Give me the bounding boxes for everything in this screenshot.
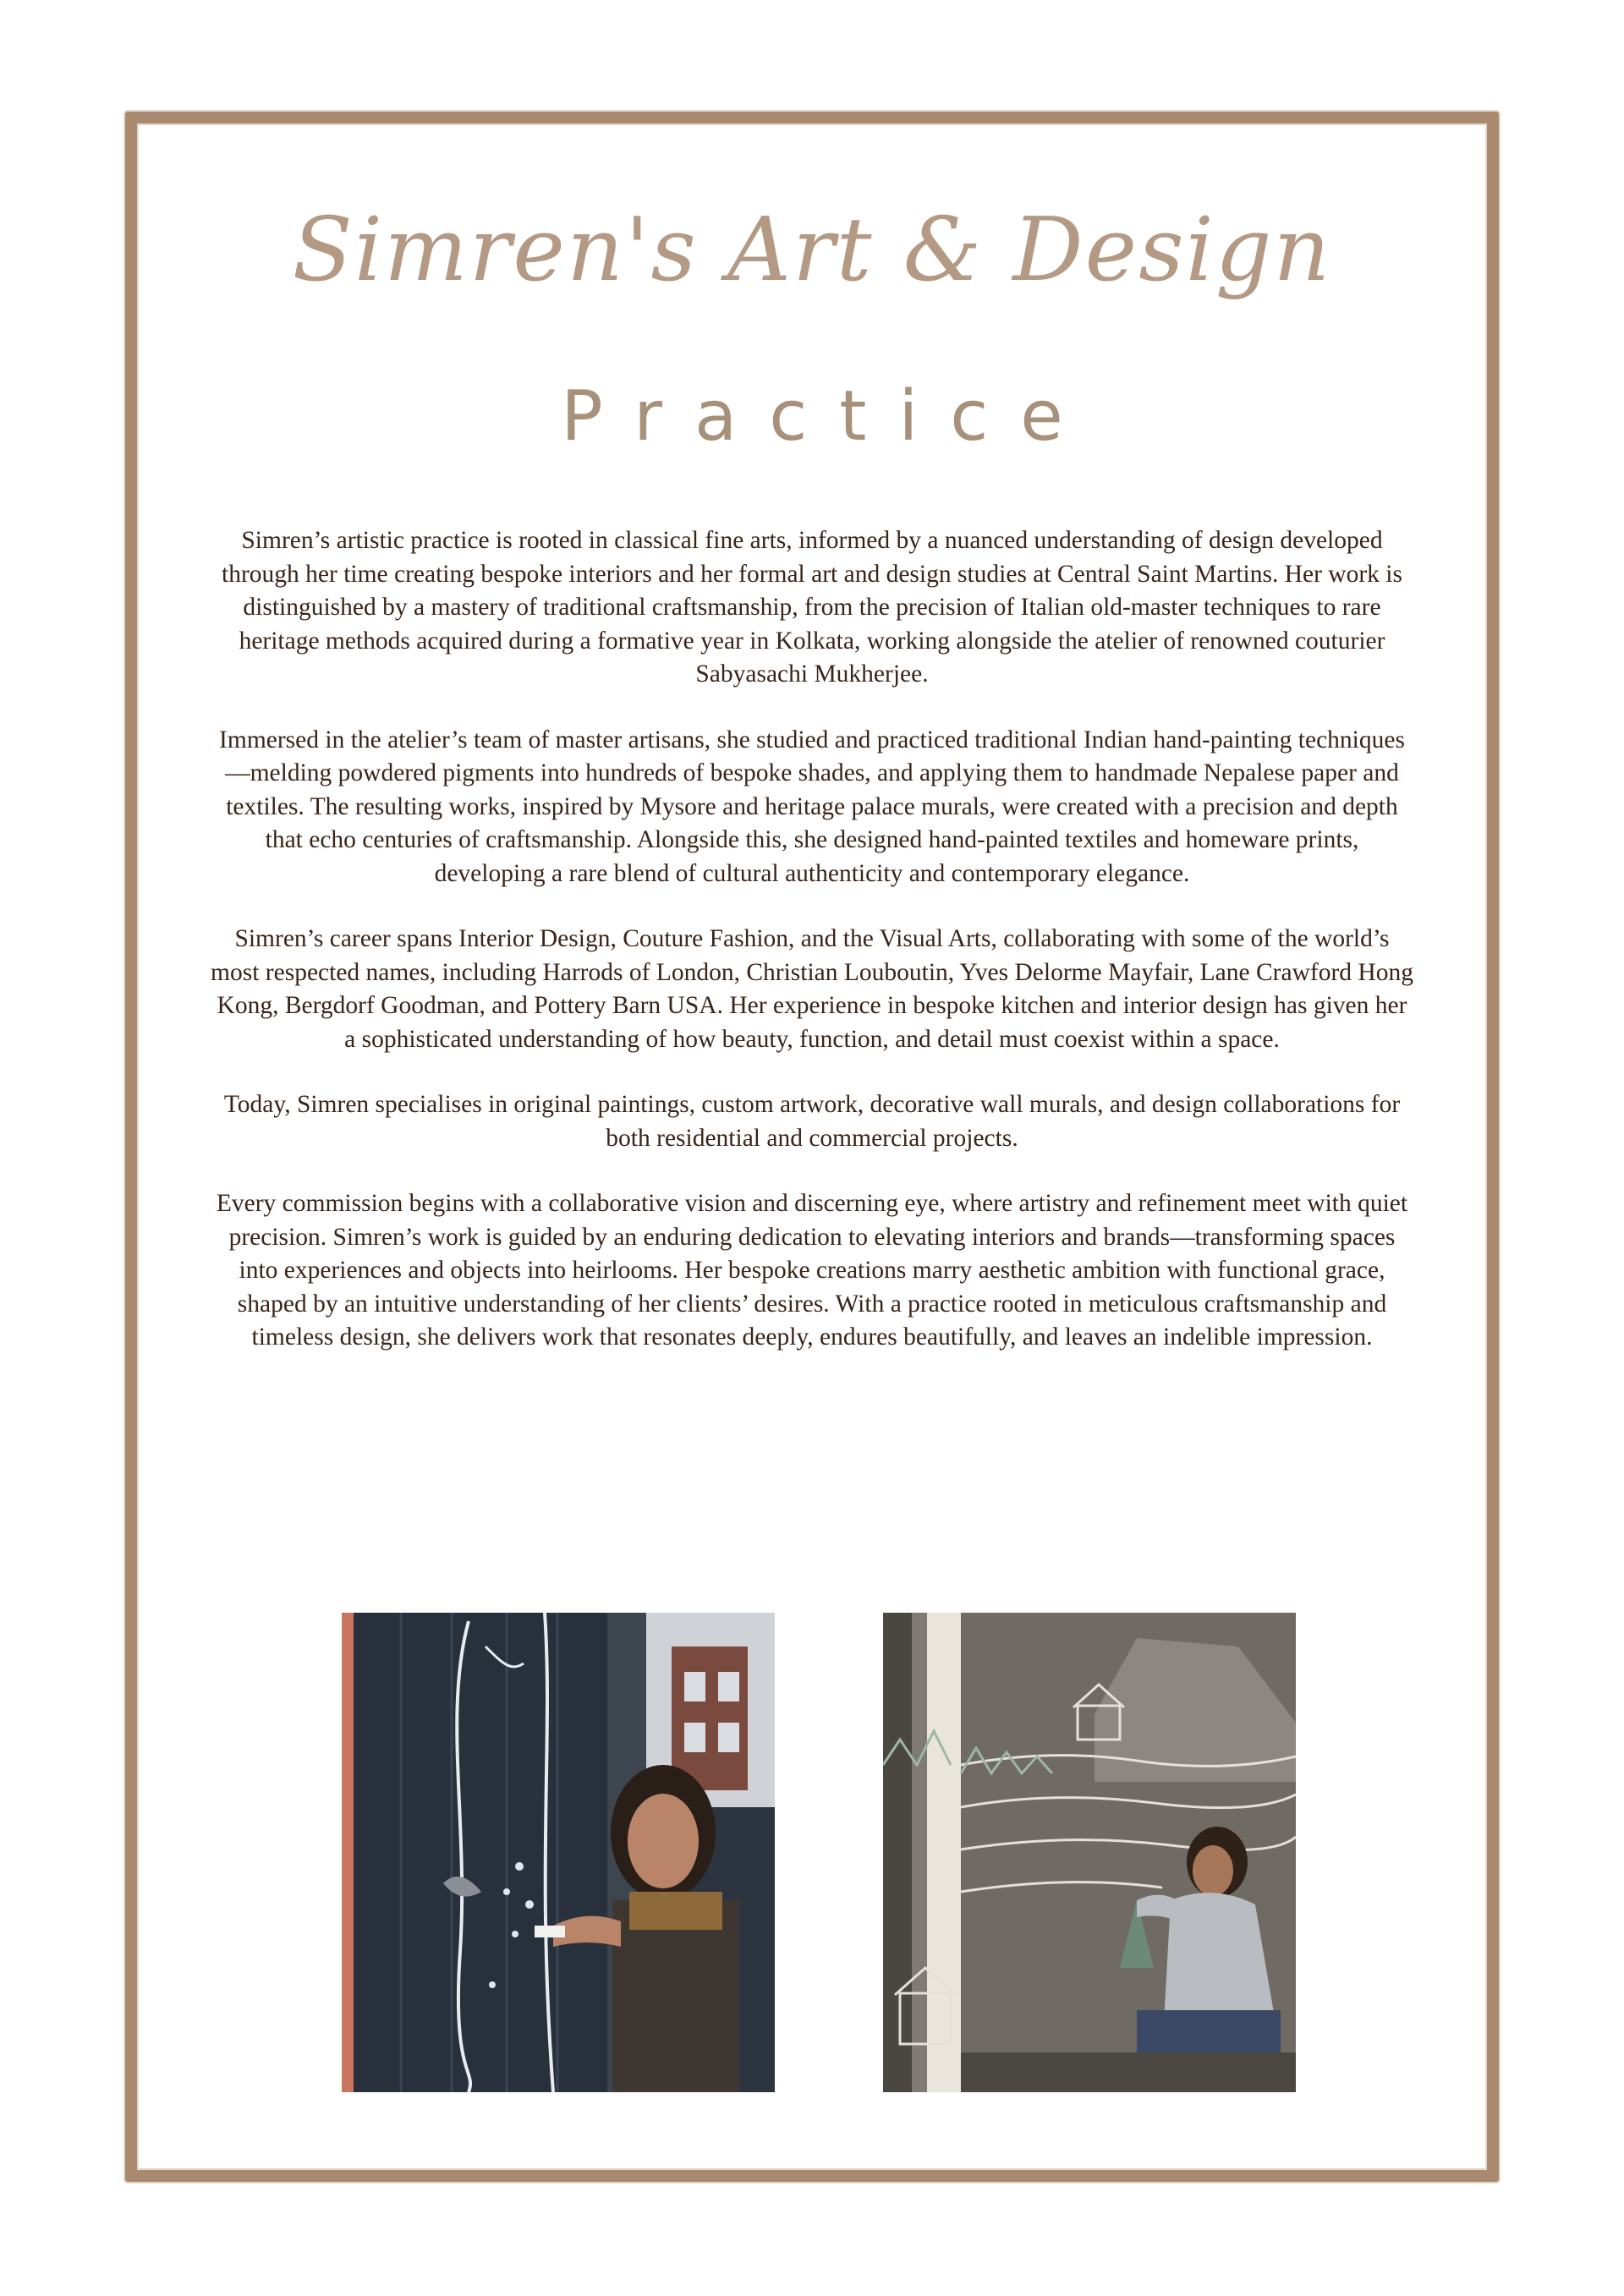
photo-mural-painting-illustration bbox=[883, 1613, 1296, 2092]
paragraph-today: Today, Simren specialises in original paintings, custom artwork, decorative wall murals, and design collaborations for both residential and commercial projects. bbox=[223, 1091, 1401, 1152]
photo-window-painting bbox=[342, 1613, 775, 2092]
page-title-script: Simren's Art & Design bbox=[292, 198, 1332, 301]
paragraph-intro: Simren’s artistic practice is rooted in classical fine arts, informed by a nuanced understanding of design developed through her time creating bespoke interiors and her formal art and design studies at Central Saint Martins. Her work is distinguished by a mastery of traditional craftsmanship, from the precision of Italian old-master techniques to rare heritage methods acquired during a formative year in Kolkata, working alongside the atelier of renowned couturier Sabyasachi Mukherjee. bbox=[222, 527, 1402, 688]
paragraph-career: Simren’s career spans Interior Design, Couture Fashion, and the Visual Arts, collaborating with some of the world’s most respected names, including Harrods of London, Christian Louboutin, Yves Delorme Mayfair, Lane Crawford Hong Kong, Bergdorf Goodman, and Pottery Barn USA. Her experience in bespoke kitchen and interior design has given her a sophisticated understanding of how beauty, function, and detail must coexist within a space. bbox=[211, 925, 1413, 1053]
paragraph-atelier: Immersed in the atelier’s team of master artisans, she studied and practiced traditional Indian hand-painting techniques—melding powdered pigments into hundreds of bespoke shades, and applying them to handmade Nepalese paper and textiles. The resulting works, inspired by Mysore and heritage palace murals, were created with a precision and depth that echo centuries of craftsmanship. Alongside this, she designed hand-painted textiles and homeware prints, developing a rare blend of cultural authenticity and contemporary elegance. bbox=[219, 726, 1405, 887]
photo-mural-painting bbox=[883, 1613, 1296, 2092]
page-title-practice: Practice bbox=[561, 376, 1095, 457]
paragraph-commission: Every commission begins with a collaborative vision and discerning eye, where artistry and refinement meet with quiet precision. Simren’s work is guided by an enduring dedication to elevating interiors and brands—transforming spaces into experiences and objects into heirlooms. Her bespoke creations marry aesthetic ambition with functional grace, shaped by an intuitive understanding of her clients’ desires. With a practice rooted in meticulous craftsmanship and timeless design, she delivers work that resonates deeply, endures beautifully, and leaves an indelible impression. bbox=[216, 1190, 1408, 1351]
body-text bbox=[210, 524, 1414, 1387]
photo-window-painting-illustration bbox=[342, 1613, 775, 2092]
